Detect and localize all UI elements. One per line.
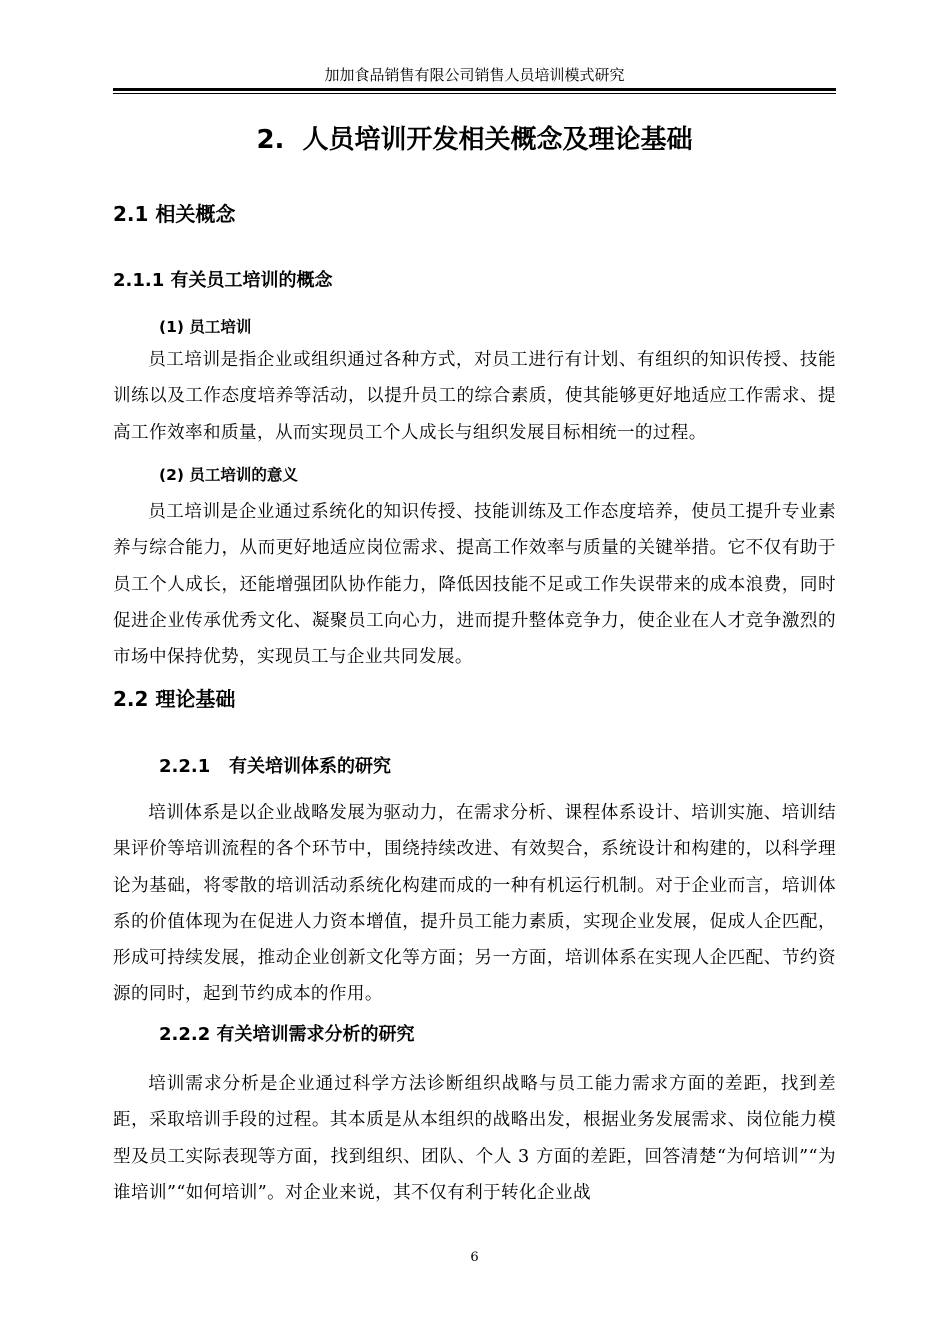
page-number: 6 xyxy=(470,1250,479,1265)
header-rule-thin xyxy=(113,93,836,94)
item-1-paragraph: 员工培训是指企业或组织通过各种方式，对员工进行有计划、有组织的知识传授、技能训练以及工作态度培养等活动，以提升员工的综合素质，使其能够更好地适应工作需求、提高工作效率和质量，从而实现员工个人成长与组织发展目标相统一的过程。 xyxy=(113,350,836,443)
section-2-1-heading: 2.1 相关概念 xyxy=(113,202,236,226)
chapter-title: 2. 人员培训开发相关概念及理论基础 xyxy=(256,125,693,155)
item-1-heading: (1) 员工培训 xyxy=(159,318,252,336)
item-2-heading: (2) 员工培训的意义 xyxy=(159,466,298,484)
item-2-paragraph: 员工培训是企业通过系统化的知识传授、技能训练及工作态度培养，使员工提升专业素养与综合能力，从而更好地适应岗位需求、提高工作效率与质量的关键举措。它不仅有助于员工个人成长，还能增强团队协作能力，降低因技能不足或工作失误带来的成本浪费，同时促进企业传承优秀文化、凝聚员工向心力，进而提升整体竞争力，使企业在人才竞争激烈的市场中保持优势，实现员工与企业共同发展。 xyxy=(113,502,836,668)
header-rule-thick xyxy=(113,88,836,91)
subsection-2-2-2-paragraph: 培训需求分析是企业通过科学方法诊断组织战略与员工能力需求方面的差距，找到差距，采取培训手段的过程。其本质是从本组织的战略出发，根据业务发展需求、岗位能力模型及员工实际表现等方面，找到组织、团队、个人 3 方面的差距，回答清楚“为何培训”“为谁培训”“如何培训”。对企业来说，其不仅有利于转化企业战 xyxy=(113,1074,836,1203)
subsection-2-2-1-paragraph: 培训体系是以企业战略发展为驱动力，在需求分析、课程体系设计、培训实施、培训结果评价等培训流程的各个环节中，围绕持续改进、有效契合，系统设计和构建的，以科学理论为基础，将零散的培训活动系统化构建而成的一种有机运行机制。对于企业而言，培训体系的价值体现为在促进人力资本增值，提升员工能力素质，实现企业发展，促成人企匹配，形成可持续发展，推动企业创新文化等方面；另一方面，培训体系在实现人企匹配、节约资源的同时，起到节约成本的作用。 xyxy=(113,803,836,1005)
running-header: 加加食品销售有限公司销售人员培训模式研究 xyxy=(324,66,625,84)
section-2-2-heading: 2.2 理论基础 xyxy=(113,687,236,711)
subsection-2-2-2-heading: 2.2.2 有关培训需求分析的研究 xyxy=(159,1024,415,1045)
subsection-2-1-1-heading: 2.1.1 有关员工培训的概念 xyxy=(113,270,333,291)
subsection-2-2-1-heading: 2.2.1 有关培训体系的研究 xyxy=(159,756,392,777)
